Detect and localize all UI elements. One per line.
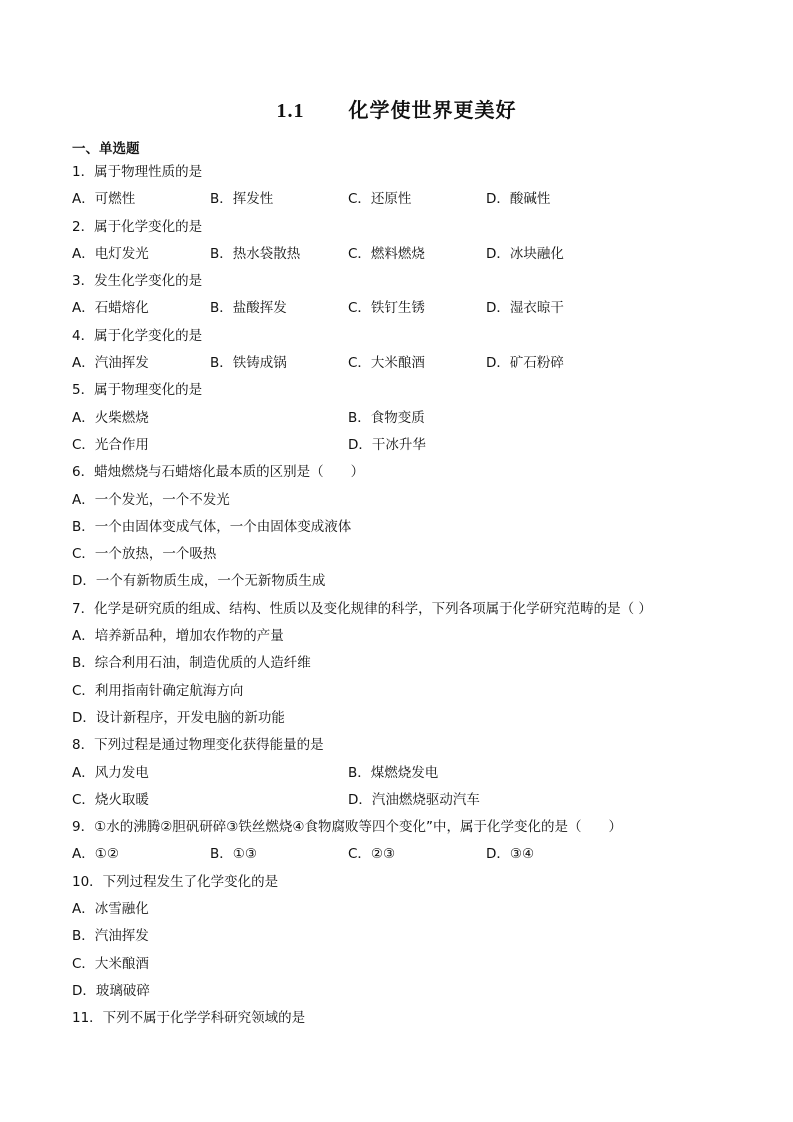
question-stem: 2．属于化学变化的是: [72, 218, 203, 235]
option: D．玻璃破碎: [72, 982, 150, 999]
option: D．湿衣晾干: [486, 300, 564, 317]
options-row: [72, 405, 732, 432]
question-stem: 10．下列过程发生了化学变化的是: [72, 873, 279, 890]
question-stem: 8．下列过程是通过物理变化获得能量的是: [72, 737, 324, 754]
option: C．大米酿酒: [72, 955, 149, 972]
option: C．利用指南针确定航海方向: [72, 682, 244, 699]
option: D．冰块融化: [486, 245, 564, 262]
question-stem: 7．化学是研究质的组成、结构、性质以及变化规律的科学，下列各项属于化学研究范畴的是（ ）: [72, 600, 652, 617]
title-number: 1.1: [276, 100, 305, 122]
option: C．铁钉生锈: [348, 300, 425, 317]
option: C．燃料燃烧: [348, 245, 425, 262]
option: B．热水袋散热: [210, 245, 301, 262]
options-row: [72, 432, 732, 459]
option: D．矿石粉碎: [486, 355, 564, 372]
option: B．盐酸挥发: [210, 300, 287, 317]
option: A．风力发电: [72, 764, 149, 781]
option: D．③④: [486, 846, 535, 863]
options-row: [72, 841, 732, 868]
options-row: [72, 350, 732, 377]
option: B．①③: [210, 846, 257, 863]
question-stem: 11．下列不属于化学学科研究领域的是: [72, 1010, 306, 1027]
option: A．火柴燃烧: [72, 409, 149, 426]
option: A．可燃性: [72, 191, 136, 208]
question-stem: 6．蜡烛燃烧与石蜡熔化最本质的区别是（ ）: [72, 464, 365, 481]
option: C．光合作用: [72, 436, 149, 453]
option: B．煤燃烧发电: [348, 764, 439, 781]
option: A．汽油挥发: [72, 355, 149, 372]
option: A．冰雪融化: [72, 901, 149, 918]
options-row: [72, 295, 732, 322]
options-row: [72, 760, 732, 787]
option: C．烧火取暖: [72, 791, 149, 808]
option: A．①②: [72, 846, 119, 863]
option: B．汽油挥发: [72, 928, 149, 945]
options-row: [72, 186, 732, 213]
option: B．食物变质: [348, 409, 425, 426]
question-stem: 9．①水的沸腾②胆矾研碎③铁丝燃烧④食物腐败等四个变化”中，属于化学变化的是（ ）: [72, 819, 622, 836]
question-stem: 4．属于化学变化的是: [72, 327, 203, 344]
option: D．一个有新物质生成，一个无新物质生成: [72, 573, 326, 590]
option: D．设计新程序，开发电脑的新功能: [72, 709, 285, 726]
option: A．石蜡熔化: [72, 300, 149, 317]
option: B．铁铸成锅: [210, 355, 287, 372]
option: C．②③: [348, 846, 396, 863]
page-title: [0, 94, 793, 123]
option: D．汽油燃烧驱动汽车: [348, 791, 480, 808]
question-stem: 3．发生化学变化的是: [72, 273, 203, 290]
option: C．大米酿酒: [348, 355, 425, 372]
options-row: [72, 787, 732, 814]
question-stem: 1．属于物理性质的是: [72, 164, 203, 180]
option: A．一个发光，一个不发光: [72, 491, 230, 508]
option: A．培养新品种，增加农作物的产量: [72, 628, 284, 645]
option: D．干冰升华: [348, 436, 426, 453]
question-list: [72, 159, 732, 1033]
option: A．电灯发光: [72, 245, 149, 262]
options-row: [72, 241, 732, 268]
option: D．酸碱性: [486, 191, 551, 208]
option: B．挥发性: [210, 191, 274, 208]
option: C．还原性: [348, 191, 412, 208]
option: B．综合利用石油，制造优质的人造纤维: [72, 655, 311, 672]
option: B．一个由固体变成气体，一个由固体变成液体: [72, 518, 352, 535]
option: C．一个放热，一个吸热: [72, 546, 217, 563]
section-heading: 一、单选题: [72, 141, 140, 157]
question-stem: 5．属于物理变化的是: [72, 382, 203, 399]
title-text: 化学使世界更美好: [348, 98, 517, 122]
